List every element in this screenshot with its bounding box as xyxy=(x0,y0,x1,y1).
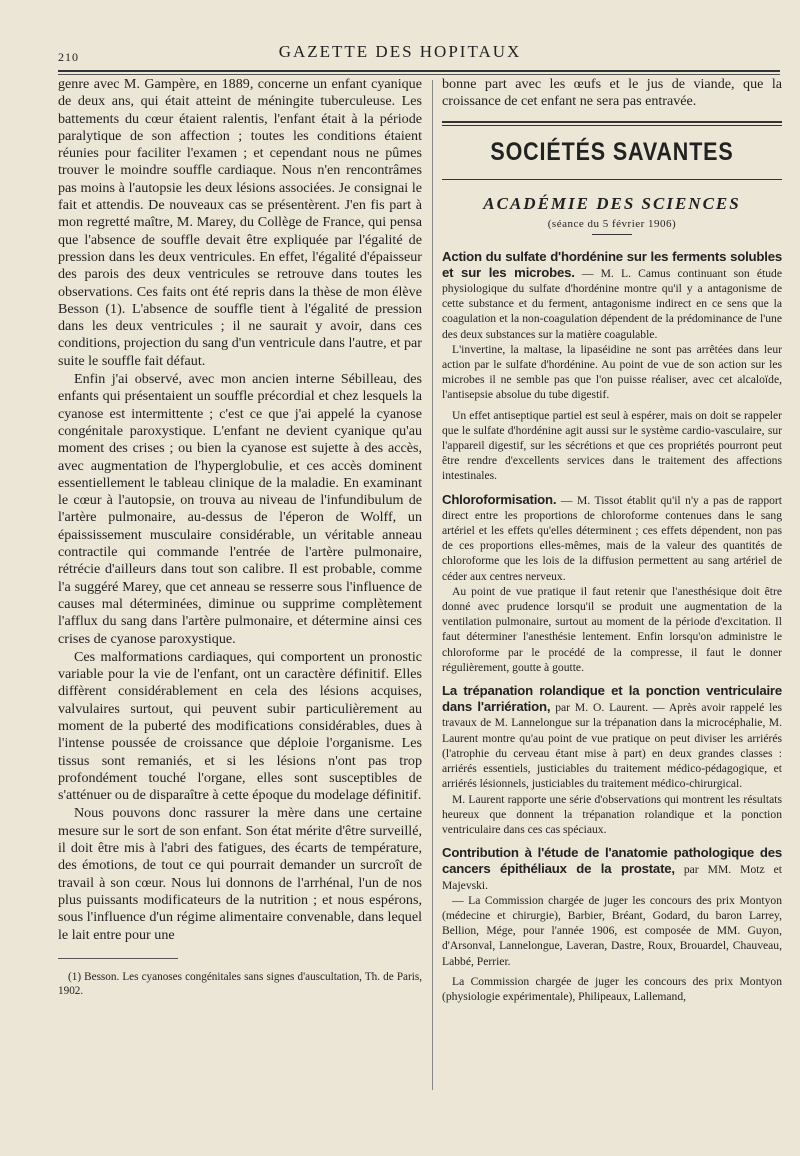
page-number: 210 xyxy=(58,50,79,64)
article-paragraph: Au point de vue pratique il faut retenir que l'anesthésique doit être donné avec prudence lorsqu'il se produit une augmentation de la ventilation pulmonaire, surtout au moment de la période d'excitation. Il faut déterminer l'anesthésie lentement. Enfin lorsqu'on administre le chloroforme par le procédé de la compresse, il faut le donner régulièrement, goutte à goutte. xyxy=(442,584,782,674)
article-paragraph: La Commission chargée de juger les concours des prix Montyon (physiologie expérimentale), Philipeaux, Lallemand, xyxy=(442,974,782,1003)
article-title: Chloroformisation. xyxy=(442,491,557,507)
article-text: par M. O. Laurent. — Après avoir rappelé les travaux de M. Lannelongue sur la trépanation dans la microcéphalie, M. Laurent montre qu'au point de vue pratique on peut diviser les arriérés (l'atrophie du cerveau étant mise à part) en deux grandes classes : arriérés essentiels, justiciables du traitement médico-pédagogique, et arriérés lésionnels, justiciables du traitement médico-chirurgical. xyxy=(442,701,782,791)
right-column xyxy=(442,76,782,1106)
continuation-text: bonne part avec les œufs et le jus de viande, que la croissance de cet enfant ne sera pas entravée. xyxy=(442,76,782,110)
article-title: Action du sulfate d'hordénine sur les ferments solubles et sur les microbes. xyxy=(442,248,782,280)
article-paragraph: M. Laurent rapporte une série d'observations qui montrent les résultats heureux que donnent la trépanation rolandique et la ponction ventriculaire dans ces cas spéciaux. xyxy=(442,792,782,836)
footnote: (1) Besson. Les cyanoses congénitales sans signes d'auscultation, Th. de Paris, 1902. xyxy=(58,971,422,998)
article-lead xyxy=(442,492,782,584)
subsection-title: ACADÉMIE DES SCIENCES xyxy=(483,193,741,213)
body-paragraph: Enfin j'ai observé, avec mon ancien interne Sébilleau, des enfants qui présentaient un souffle précordial et chez lesquels la cyanose est intermittente ; c'est ce que j'ai appelé la cyanose congénitale paroxystique. L'enfant ne devient cyanique qu'au moment des crises ; ou bien la cyanose est sujette à des accès, avec augmentation de l'hyperglobulie, et ces accès dominent essentiellement le tableau clinique de la maladie. En examinant le cœur à l'autopsie, on trouva au niveau de l'infundibulum de l'artère pulmonaire, au-dessus de l'éperon de Wolff, un épaississement musculaire considérable, un véritable anneau contractile qui commande l'entrée de l'artère pulmonaire, rétrécie d'ailleurs dans tout son calibre. Il est probable, comme l'a suggéré Marey, que cet anneau se resserre sous l'influence de causes mal déterminées, diminue ou supprime complètement l'afflux du sang dans l'artère pulmonaire, et détermine ainsi ces crises de cyanose paroxystique. xyxy=(58,371,422,647)
body-paragraph: Nous pouvons donc rassurer la mère dans une certaine mesure sur le sort de son enfant. Son état mérite d'être surveillé, il doit être mis à l'abri des fatigues, des écarts de température, des émotions, de tout ce qui pourrait demander un surcroît de travail à son cœur. Nous lui donnons de l'arrhénal, l'un de nos plus puissants modificateurs de la nutrition ; et nous espérons, sous l'influence d'un régime alimentaire convenable, dans lequel le lait entre pour une xyxy=(58,805,422,943)
short-rule xyxy=(592,234,632,235)
article-paragraph: L'invertine, la maltase, la lipaséidine ne sont pas arrêtées dans leur action par le sulfate d'hordénine. Au point de vue de son action sur les microbes il ne semble pas que l'on puisse réaliser, avec cet alcaloïde, l'antisepsie absolue du tube digestif. xyxy=(442,342,782,402)
section-rule xyxy=(442,121,782,126)
article-paragraph: — La Commission chargée de juger les concours des prix Montyon (médecine et chirurgie), Barbier, Bréant, Godard, du baron Larrey, Bellion, Mége, pour l'année 1906, est composée de MM. Guyon, d'Arsonval, Lannelongue, Laveran, Dastre, Roux, Brouardel, Chauveau, Labbé, Perrier. xyxy=(442,893,782,968)
article-paragraph: Un effet antiseptique partiel est seul à espérer, mais on doit se rappeler que le sulfate d'hordénine agit aussi sur le système cardio-vasculaire, sur l'appareil digestif, sur les sécrétions et que ces propriétés pourront peut être rendre d'excellents services dans le traitement des affections intestinales. xyxy=(442,408,782,483)
article xyxy=(442,683,782,837)
article-text: par MM. Motz et Majevski. xyxy=(442,863,782,892)
footnote-rule xyxy=(58,958,178,959)
running-head: GAZETTE DES HOPITAUX xyxy=(278,42,522,61)
article-text: — M. Tissot établit qu'il n'y a pas de rapport direct entre les proportions de chloroforme contenues dans le sang artériel et les effets qu'elles déterminent ; ces effets dépendent, non pas de ces proportions elles-mêmes, mais de la valeur des quantités de chloroforme que les lois de la diffusion permettent au sang artériel de céder aux centres nerveux. xyxy=(442,493,782,583)
article-title: Contribution à l'étude de l'anatomie pathologique des cancers épithéliaux de la prostate, xyxy=(442,845,782,877)
session-date: (séance du 5 février 1906) xyxy=(547,217,677,230)
left-column xyxy=(58,76,422,1106)
article-lead xyxy=(442,845,782,893)
article-title: La trépanation rolandique et la ponction ventriculaire dans l'arriération, xyxy=(442,683,782,715)
article xyxy=(442,845,782,1004)
section-underline xyxy=(442,179,782,180)
header-rule xyxy=(58,70,780,75)
body-paragraph: Ces malformations cardiaques, qui comportent un pronostic variable pour la vie de l'enfant, ont un caractère définitif. Elles diffèrent considérablement en cela des lésions acquises, valvulaires surtout, qui peuvent subir particulièrement au moment de la puberté des modifications considérables, dues à l'intense poussée de croissance que déploie l'organisme. Les tissus sont remaniés, et si les lésions n'ont pas trop profondément touché l'organe, elles sont susceptibles de s'atténuer ou de disparaître à cette époque du modelage définitif. xyxy=(58,648,422,804)
body-paragraph: genre avec M. Gampère, en 1889, concerne un enfant cyanique de deux ans, qui était atteint de méningite tuberculeuse. Les battements du cœur étaient ralentis, l'enfant était à la période paralytique de son affection ; toutes les conditions étaient réunies pour faciliter l'examen ; et cependant nous ne pûmes trouver le moindre souffle cardiaque. Nous n'en rencontrâmes pas moins à l'autopsie les deux lésions associées. Je consignai le fait et attendis. De nouveaux cas se présentèrent. J'en fis part à mon regretté maître, M. Marey, du Collège de France, qui pensa que l'absence de souffle devait être expliquée par l'égalité de pression dans les deux ventricules. En effet, l'égalité d'épaisseur des parois des deux ventricules se retrouve dans toutes les observations. Ces faits ont été repris dans la thèse de mon élève Besson (1). L'absence de souffle tient à l'égalité de pression dans les deux ventricules ; il ne saurait y avoir, dans ces conditions, projection du sang d'un ventricule dans l'autre, et par suite le souffle fait défaut. xyxy=(58,76,422,369)
article-lead xyxy=(442,249,782,342)
article-lead xyxy=(442,683,782,791)
section-title: SOCIÉTÉS SAVANTES xyxy=(490,137,734,166)
article xyxy=(442,249,782,484)
article xyxy=(442,492,782,675)
column-divider xyxy=(432,80,433,1090)
article-text: — M. L. Camus continuant son étude physiologique du sulfate d'hordénine montre qu'il y a antagonisme de cette substance et du ferment, antagonisme indirect en ce sens que la coagulation et la non-coagulation dépendent de la prédominance de l'une des deux substances sur la matière coagulable. xyxy=(442,266,782,341)
